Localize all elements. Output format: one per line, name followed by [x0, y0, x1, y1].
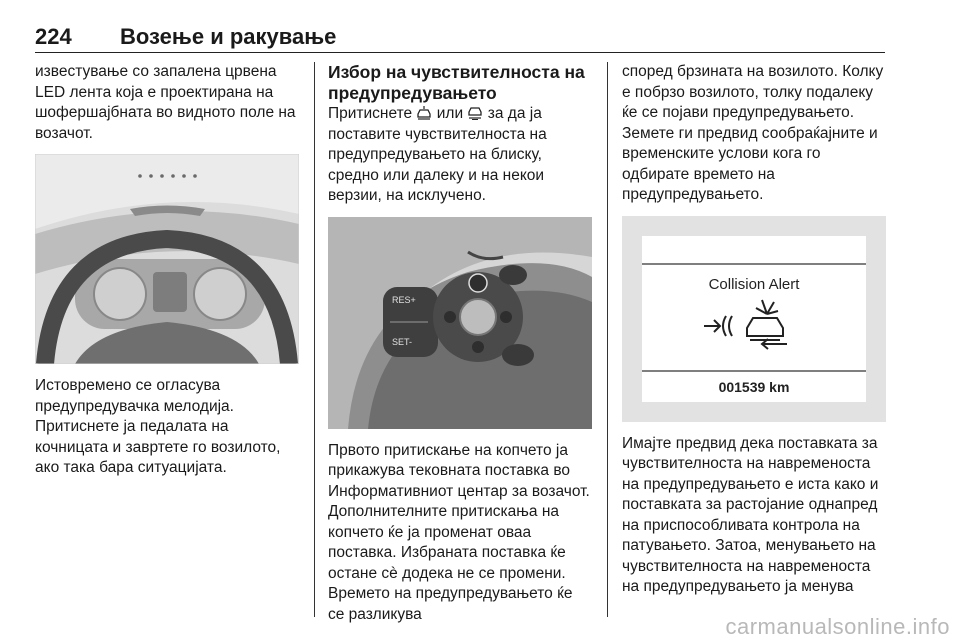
display-title: Collision Alert: [708, 275, 800, 293]
column-3: [622, 62, 890, 598]
car-distance-short-icon: [467, 106, 483, 120]
paragraph: Истовремено се огласува предупредувачка мелодија. Притиснете ја педалата на кочницата и завртете го возилото, ако така бара ситуацијата.: [35, 377, 281, 476]
res-label: RES+: [392, 294, 416, 305]
page-number: 224: [35, 24, 72, 49]
page-title: Возење и ракување: [120, 24, 337, 49]
page-header: [35, 20, 885, 53]
column-2: [328, 62, 593, 625]
set-label: SET-: [392, 336, 413, 347]
column-1: [35, 62, 303, 479]
watermark: carmanualsonline.info: [725, 614, 950, 639]
column-divider: [314, 62, 315, 617]
paragraph: Првото притискање на копчето ја прикажува тековната поставка во Информативниот центар за возачот. Дополнителните притискања на копчето ќе ја променат оваа поставка. Избраната поставка ќе остане сè додека не се промени. Времето на предупредувањето ќе се разликува: [328, 441, 590, 623]
paragraph: според брзината на возилото. Колку е побрзо возилото, толку подалеку ќе се појави предупредувањето. Земете ги предвид сообраќајните и временските услови кога го одбирате времето на предупредувањето.: [622, 63, 884, 203]
car-distance-icon: [416, 106, 432, 120]
dashboard-illustration: [35, 154, 299, 364]
steering-wheel-controls-illustration: [328, 217, 592, 429]
collision-alert-display: [622, 216, 886, 422]
paragraph: Имајте предвид дека поставката за чувствителноста на навременоста на предупредувањето е иста како и поставката за растојание однапред на приспособливата контрола на патувањето. Затоа, менувањето на чувствителноста на навременоста на предупредувањето ја менува: [622, 434, 879, 595]
odometer-reading: 001539 km: [718, 378, 790, 395]
column-divider: [607, 62, 608, 617]
paragraph: Притиснете или за да ја поставите чувствителноста на предупредувањето на блиску, средно или далеку и на некои верзии, на исклучено.: [328, 105, 547, 204]
paragraph: известување со запалена црвена LED лента која е проектирана на шофершајбната во видното поле на возачот.: [35, 63, 296, 142]
section-heading: Избор на чувствителноста на предупредувањето: [328, 62, 585, 103]
